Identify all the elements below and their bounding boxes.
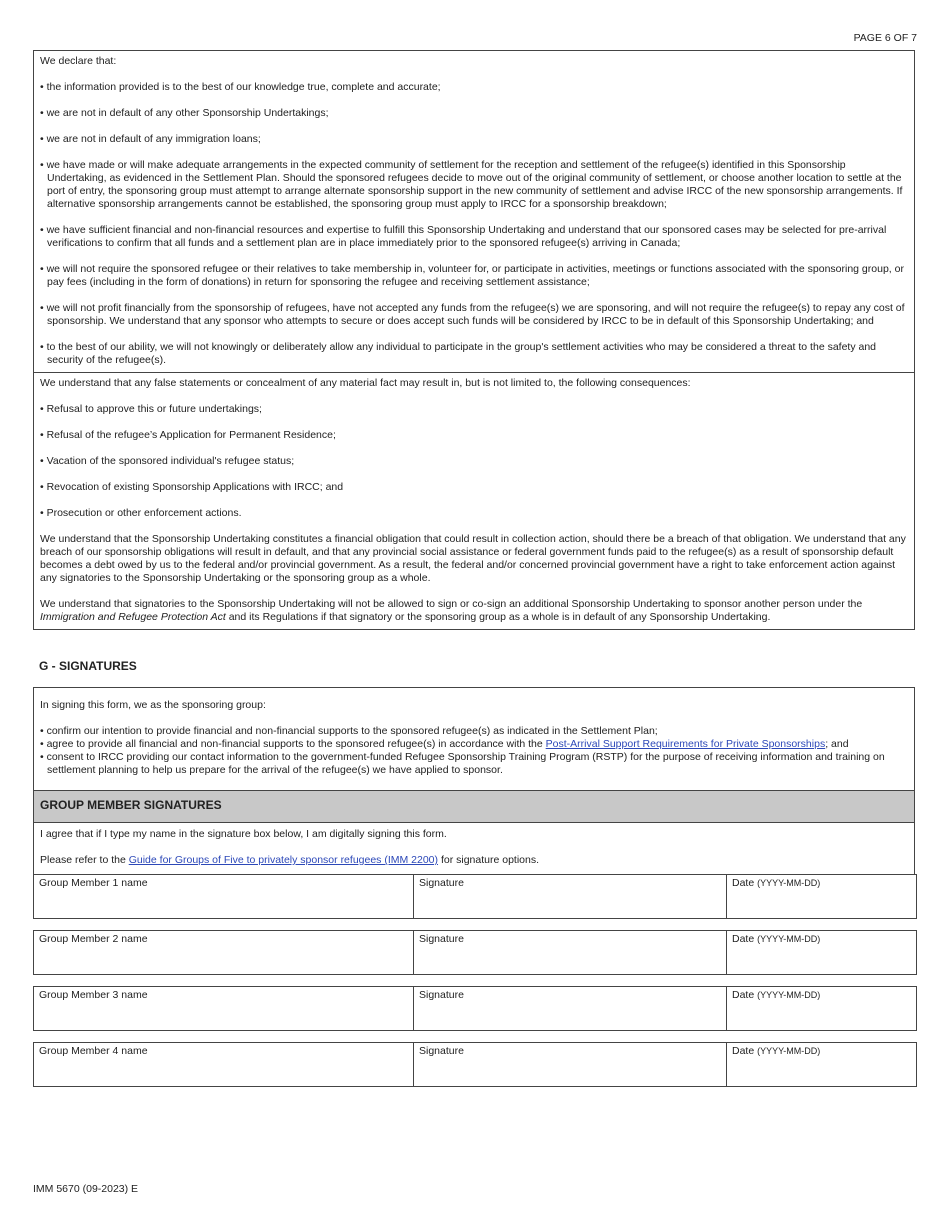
member-name-field[interactable] [34, 931, 414, 974]
declaration-item: • we will not require the sponsored refugee or their relatives to take membership in, volunteer for, or participate in activities, meetings or functions associated with the sponsoring group, or pay fees (including in the form of donations) in return for sponsoring the refugee and receiving settlement assistance; [40, 263, 904, 288]
date-label: Date [732, 933, 755, 945]
signatories-text-pre: We understand that signatories to the Sponsorship Undertaking will not be allowed to sign or co-sign an additional Sponsorship Undertaking to sponsor another person under the [40, 598, 863, 610]
member-signature-field[interactable] [414, 1043, 727, 1086]
date-label: Date [732, 989, 755, 1001]
member-name-field[interactable] [34, 1043, 414, 1086]
act-name: Immigration and Refugee Protection Act [40, 611, 226, 623]
date-format: (YYYY-MM-DD) [757, 990, 821, 1000]
digital-signature-notice [34, 823, 914, 874]
declaration-section [34, 51, 914, 372]
form-code: IMM 5670 (09-2023) E [33, 1183, 139, 1195]
declaration-item: • we have sufficient financial and non-financial resources and expertise to fulfill this Sponsorship Undertaking and understand that our sponsored cases may be selected for pre-arrival verifications to confirm that all funds and a settlement plan are in place immediately prior to the sponsored refugee(s) arriving in Canada; [40, 224, 887, 249]
signature-label: Signature [419, 877, 464, 889]
member-name-label: Group Member 2 name [39, 933, 148, 945]
page-number: PAGE 6 OF 7 [853, 32, 917, 44]
signature-options-post: for signature options. [438, 854, 540, 866]
signing-item-text: • agree to provide all financial and non-financial supports to the sponsored refugee(s) in accordance with the [40, 738, 546, 750]
consequences-section [34, 372, 914, 629]
financial-obligation-text: We understand that the Sponsorship Undertaking constitutes a financial obligation that could result in collection action, should there be a breach of that obligation. We understand that any breach of our sponsorship obligations will result in default, and that any provincial social assistance or federal government funds paid to the refugee(s) as a result of sponsorship default becomes a debt owed by us to the federal and/or provincial government. As a result, the federal and/or concerned provincial government have a right to take enforcement action against any signatories to the Sponsorship Undertaking or the sponsoring group as a whole. [40, 533, 906, 584]
consequence-item: • Prosecution or other enforcement actions. [40, 507, 242, 519]
member-name-field[interactable] [34, 987, 414, 1030]
group-member-signatures-header: GROUP MEMBER SIGNATURES [34, 790, 914, 823]
date-format: (YYYY-MM-DD) [757, 1046, 821, 1056]
signature-label: Signature [419, 1045, 464, 1057]
member-date-field[interactable] [727, 987, 916, 1030]
member-name-field[interactable] [34, 875, 414, 918]
imm2200-guide-link[interactable]: Guide for Groups of Five to privately sponsor refugees (IMM 2200) [128, 854, 439, 866]
signing-item: • confirm our intention to provide financial and non-financial supports to the sponsored refugee(s) as indicated in the Settlement Plan; [40, 725, 658, 737]
declaration-intro: We declare that: [40, 55, 117, 67]
member-name-label: Group Member 4 name [39, 1045, 148, 1057]
digital-signature-agreement: I agree that if I type my name in the signature box below, I am digitally signing this form. [40, 828, 447, 840]
signing-intro: In signing this form, we as the sponsoring group: [40, 699, 266, 711]
declaration-item: • we have made or will make adequate arrangements in the expected community of settlement for the reception and settlement of the refugee(s) identified in this Sponsorship Undertaking, as evidenced in the Settlement Plan. Should the sponsored refugees decide to move out of the original community of settlement, or choose another location to settle at the port of entry, the sponsoring group must attempt to arrange alternate sponsorship support in the new community of settlement and advise IRCC of the new sponsorship arrangements. If alternative sponsorship arrangements cannot be established, the sponsoring group must apply to IRCC for a sponsorship breakdown; [40, 159, 903, 210]
signing-item-text: ; and [825, 738, 849, 750]
member-name-label: Group Member 1 name [39, 877, 148, 889]
date-format: (YYYY-MM-DD) [757, 934, 821, 944]
declaration-item: • we are not in default of any other Sponsorship Undertakings; [40, 107, 329, 119]
declaration-item: • to the best of our ability, we will not knowingly or deliberately allow any individual to participate in the group's settlement activities who may be considered a threat to the safety and security of the refugee(s). [40, 341, 877, 366]
declaration-item: • we will not profit financially from the sponsorship of refugees, have not accepted any funds from the refugee(s) we are sponsoring, and will not require the refugee(s) to repay any cost of sponsorship. We understand that any sponsor who attempts to secure or does accept such funds will be considered by IRCC to be in default of this Sponsorship Undertaking; and [40, 302, 905, 327]
signature-options-pre: Please refer to the [40, 854, 129, 866]
member-signature-field[interactable] [414, 875, 727, 918]
group-member-row [33, 930, 917, 975]
member-date-field[interactable] [727, 931, 916, 974]
member-signature-field[interactable] [414, 931, 727, 974]
date-format: (YYYY-MM-DD) [757, 878, 821, 888]
post-arrival-requirements-link[interactable]: Post-Arrival Support Requirements for Private Sponsorships [545, 738, 826, 750]
consequence-item: • Vacation of the sponsored individual's refugee status; [40, 455, 295, 467]
member-signature-field[interactable] [414, 987, 727, 1030]
member-name-label: Group Member 3 name [39, 989, 148, 1001]
signature-options-text [40, 854, 908, 867]
date-label: Date [732, 877, 755, 889]
declaration-box [33, 50, 915, 630]
group-member-row [33, 874, 917, 919]
signing-item [40, 738, 908, 751]
signatories-text-post: and its Regulations if that signatory or the sponsoring group as a whole is in default of any Sponsorship Undertaking. [225, 611, 771, 623]
signature-label: Signature [419, 933, 464, 945]
member-date-field[interactable] [727, 875, 916, 918]
consequence-item: • Refusal of the refugee’s Application for Permanent Residence; [40, 429, 336, 441]
group-member-row [33, 986, 917, 1031]
group-member-row [33, 1042, 917, 1087]
consequence-item: • Refusal to approve this or future undertakings; [40, 403, 262, 415]
section-g-title: G - SIGNATURES [39, 659, 137, 673]
declaration-item: • we are not in default of any immigration loans; [40, 133, 261, 145]
signatories-text [40, 598, 908, 624]
signature-label: Signature [419, 989, 464, 1001]
signing-statement [34, 688, 914, 790]
member-date-field[interactable] [727, 1043, 916, 1086]
signing-item: • consent to IRCC providing our contact information to the government-funded Refugee Sponsorship Training Program (RSTP) for the purpose of receiving information and training on settlement planning to help us prepare for the arrival of the refugee(s) we have applied to sponsor. [40, 751, 885, 776]
consequence-item: • Revocation of existing Sponsorship Applications with IRCC; and [40, 481, 344, 493]
date-label: Date [732, 1045, 755, 1057]
declaration-item: • the information provided is to the best of our knowledge true, complete and accurate; [40, 81, 441, 93]
signatures-box [33, 687, 915, 875]
consequences-intro: We understand that any false statements or concealment of any material fact may result in, but is not limited to, the following consequences: [40, 377, 691, 389]
